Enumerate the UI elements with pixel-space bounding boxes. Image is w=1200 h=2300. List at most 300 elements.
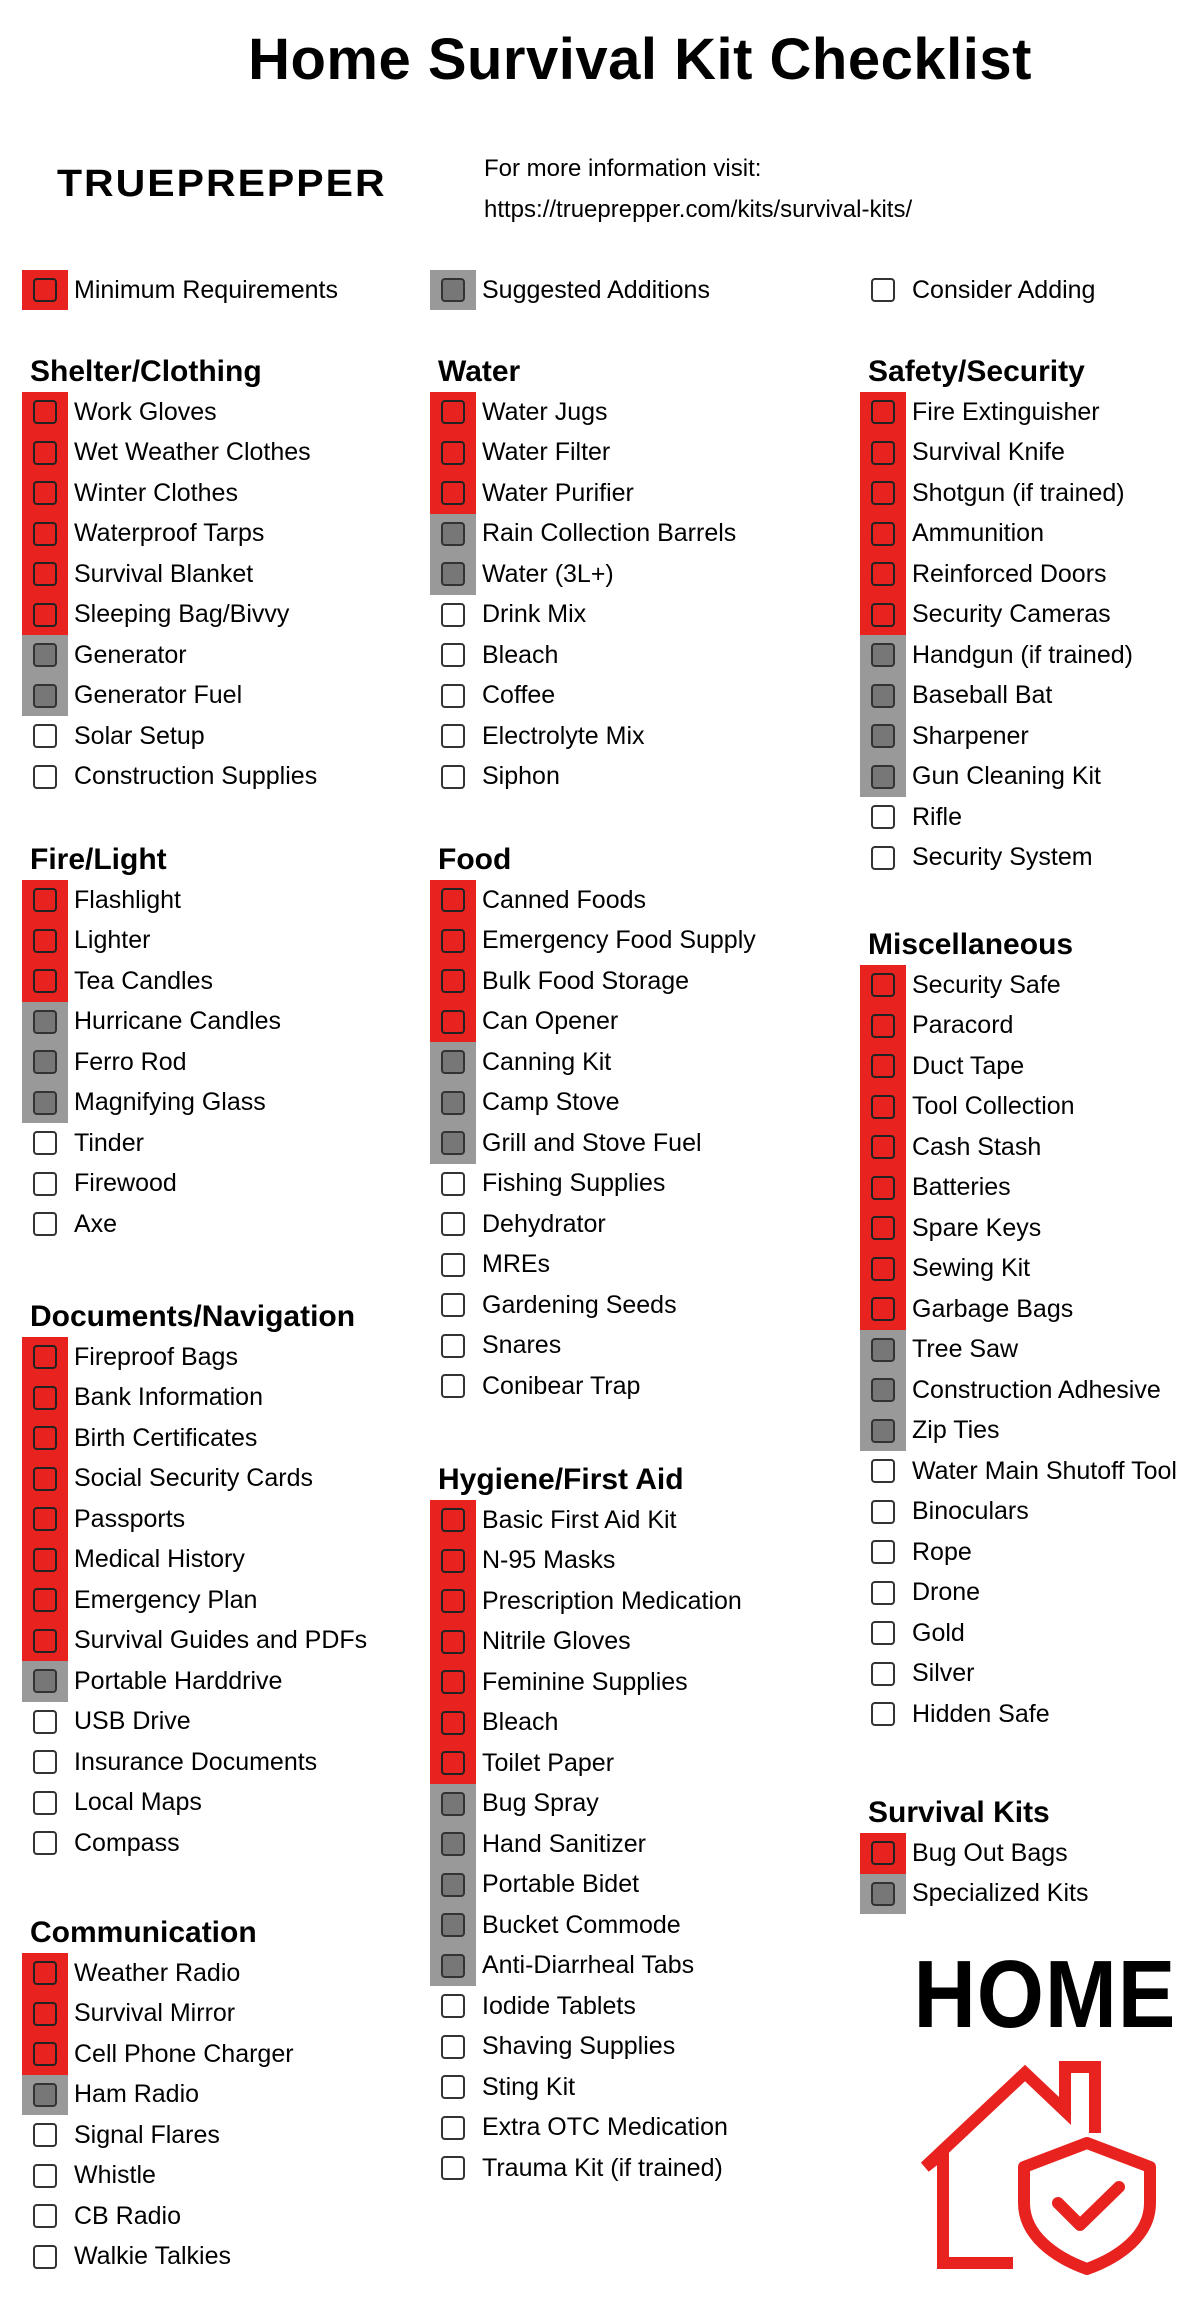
checkbox-icon[interactable] (22, 1621, 68, 1662)
checkbox-icon[interactable] (430, 1986, 476, 2027)
item-label: Sharpener (912, 721, 1029, 750)
checkbox-icon[interactable] (22, 1994, 68, 2035)
item-label: Water Main Shutoff Tool (912, 1456, 1177, 1485)
checklist-item[interactable] (860, 1833, 1088, 1874)
item-label: Work Gloves (74, 397, 217, 426)
checklist-item[interactable] (430, 1083, 756, 1124)
checkbox-icon[interactable] (430, 433, 476, 474)
item-label: Local Maps (74, 1788, 202, 1817)
item-label: Tree Saw (912, 1335, 1019, 1364)
checkbox-icon[interactable] (860, 1330, 906, 1371)
item-label: Rope (912, 1537, 972, 1566)
checkbox-icon[interactable] (22, 1499, 68, 1540)
checkbox-icon[interactable] (430, 1042, 476, 1083)
checkbox-icon[interactable] (860, 433, 906, 474)
item-label: Water Jugs (482, 397, 608, 426)
checklist-item[interactable] (430, 1002, 756, 1043)
checklist-item[interactable] (860, 1208, 1177, 1249)
checklist-item[interactable] (860, 838, 1133, 879)
section-title: Hygiene/First Aid (438, 1463, 684, 1496)
checkbox-icon[interactable] (22, 1783, 68, 1824)
checkbox-icon[interactable] (22, 595, 68, 636)
checkbox-icon[interactable] (430, 635, 476, 676)
checklist-item[interactable] (430, 921, 756, 962)
checkbox-icon[interactable] (22, 1540, 68, 1581)
checklist-item[interactable] (22, 676, 317, 717)
checklist-item[interactable] (22, 1204, 281, 1245)
item-label: Ferro Rod (74, 1047, 187, 1076)
checklist-item[interactable] (22, 1994, 294, 2035)
checklist-item[interactable] (22, 2034, 294, 2075)
checkbox-icon[interactable] (860, 1613, 906, 1654)
checklist-item[interactable] (430, 2067, 742, 2108)
checkbox-icon[interactable] (22, 2156, 68, 2197)
checklist-item[interactable] (22, 1002, 281, 1043)
checkbox-icon[interactable] (22, 1042, 68, 1083)
checklist-item[interactable] (860, 433, 1133, 474)
checklist-item[interactable] (430, 1905, 742, 1946)
checklist-item[interactable] (22, 880, 281, 921)
item-label: Extra OTC Medication (482, 2113, 728, 2142)
checkbox-icon[interactable] (22, 635, 68, 676)
checklist-item[interactable] (860, 1046, 1177, 1087)
checkbox-icon[interactable] (22, 1204, 68, 1245)
item-label: Cell Phone Charger (74, 2039, 294, 2068)
item-label: Tinder (74, 1128, 144, 1157)
checkbox-icon[interactable] (22, 676, 68, 717)
checkbox-icon[interactable] (860, 1127, 906, 1168)
checkbox-icon[interactable] (22, 2196, 68, 2237)
checkbox-icon[interactable] (22, 1083, 68, 1124)
checklist-item[interactable] (22, 2115, 294, 2156)
checkbox-icon[interactable] (430, 880, 476, 921)
item-label: Walkie Talkies (74, 2242, 231, 2271)
section-fire-light (22, 840, 281, 1245)
info-link[interactable]: https://trueprepper.com/kits/survival-kits/ (484, 196, 913, 223)
checklist-item[interactable] (430, 473, 736, 514)
checklist-item[interactable] (430, 1326, 756, 1367)
checklist-item[interactable] (860, 1613, 1177, 1654)
checklist-item[interactable] (430, 1164, 756, 1205)
checklist-item[interactable] (22, 1783, 367, 1824)
item-label: Gold (912, 1618, 965, 1647)
checkbox-icon[interactable] (860, 1694, 906, 1735)
checkbox-icon[interactable] (22, 1580, 68, 1621)
checklist-item[interactable] (860, 1874, 1088, 1915)
checkbox-icon[interactable] (430, 1164, 476, 1205)
checklist-item[interactable] (860, 1451, 1177, 1492)
checklist-item[interactable] (430, 757, 736, 798)
checkbox-icon[interactable] (860, 965, 906, 1006)
item-label: Weather Radio (74, 1958, 241, 1987)
item-label: MREs (482, 1250, 551, 1279)
checkbox-icon[interactable] (430, 2027, 476, 2068)
item-label: Drone (912, 1578, 981, 1607)
checkbox-icon[interactable] (22, 1002, 68, 1043)
checkbox-icon[interactable] (860, 473, 906, 514)
checklist-item[interactable] (22, 1953, 294, 1994)
checklist-item[interactable] (22, 1459, 367, 1500)
checkbox-icon[interactable] (22, 1459, 68, 1500)
checkbox-icon[interactable] (430, 1366, 476, 1407)
checklist-item[interactable] (860, 1127, 1177, 1168)
checkbox-icon[interactable] (860, 595, 906, 636)
checklist-item[interactable] (860, 1289, 1177, 1330)
checklist-item[interactable] (860, 965, 1177, 1006)
checklist-item[interactable] (430, 2148, 742, 2189)
checklist-item[interactable] (22, 1499, 367, 1540)
checklist-item[interactable] (22, 1418, 367, 1459)
checkbox-icon[interactable] (22, 2075, 68, 2116)
item-label: Water Purifier (482, 478, 634, 507)
checkbox-icon[interactable] (860, 1654, 906, 1695)
checkbox-icon[interactable] (430, 1500, 476, 1541)
checkbox-icon[interactable] (22, 1164, 68, 1205)
checklist-item[interactable] (860, 1249, 1177, 1290)
checkbox-icon[interactable] (22, 1378, 68, 1419)
checkbox-icon[interactable] (22, 921, 68, 962)
item-label: Rain Collection Barrels (482, 519, 737, 548)
checkbox-icon[interactable] (860, 1833, 906, 1874)
checklist-item[interactable] (430, 676, 736, 717)
checkbox-icon[interactable] (860, 838, 906, 879)
checklist-item[interactable] (430, 1743, 742, 1784)
checklist-item[interactable] (860, 1694, 1177, 1735)
checkbox-icon[interactable] (430, 1083, 476, 1124)
section-title: Fire/Light (30, 843, 167, 876)
checklist-item[interactable] (430, 392, 736, 433)
checklist-item[interactable] (22, 1702, 367, 1743)
checkbox-icon[interactable] (860, 1492, 906, 1533)
checklist-item[interactable] (860, 635, 1133, 676)
checklist-item[interactable] (430, 1662, 742, 1703)
checklist-item[interactable] (22, 1083, 281, 1124)
checkbox-icon[interactable] (430, 1784, 476, 1825)
checkbox-icon[interactable] (430, 1622, 476, 1663)
item-label: Can Opener (482, 1007, 619, 1036)
checklist-item[interactable] (860, 1654, 1177, 1695)
item-label: Bulk Food Storage (482, 966, 690, 995)
checkbox-icon[interactable] (430, 1285, 476, 1326)
checkbox-icon[interactable] (22, 1123, 68, 1164)
checkbox-icon[interactable] (430, 676, 476, 717)
checklist-item[interactable] (430, 1986, 742, 2027)
item-label: Construction Supplies (74, 762, 318, 791)
checkbox-icon[interactable] (22, 961, 68, 1002)
item-label: Prescription Medication (482, 1586, 742, 1615)
checklist-item[interactable] (430, 1123, 756, 1164)
checkbox-icon[interactable] (860, 1006, 906, 1047)
item-label: Paracord (912, 1011, 1014, 1040)
checklist-item[interactable] (430, 1784, 742, 1825)
checkbox-icon[interactable] (22, 473, 68, 514)
item-label: Signal Flares (74, 2120, 220, 2149)
checklist-item[interactable] (22, 921, 281, 962)
checklist-item[interactable] (430, 514, 736, 555)
checkbox-icon[interactable] (860, 1249, 906, 1290)
checkbox-icon[interactable] (430, 1204, 476, 1245)
checkbox-icon[interactable] (860, 554, 906, 595)
checkbox-icon[interactable] (22, 2237, 68, 2278)
checkbox-icon[interactable] (22, 1418, 68, 1459)
item-label: Silver (912, 1659, 975, 1688)
checklist-item[interactable] (430, 1204, 756, 1245)
checklist-item[interactable] (22, 473, 317, 514)
item-label: Fishing Supplies (482, 1169, 666, 1198)
checklist-item[interactable] (22, 392, 317, 433)
checklist-item[interactable] (22, 595, 317, 636)
checkbox-icon[interactable] (22, 433, 68, 474)
checklist-item[interactable] (860, 473, 1133, 514)
checklist-item[interactable] (860, 676, 1133, 717)
item-label: Insurance Documents (74, 1747, 318, 1776)
checkbox-icon[interactable] (22, 1702, 68, 1743)
item-label: Hidden Safe (912, 1699, 1050, 1728)
item-label: Grill and Stove Fuel (482, 1128, 702, 1157)
item-label: Security Safe (912, 970, 1061, 999)
checkbox-icon[interactable] (22, 880, 68, 921)
checkbox-icon[interactable] (860, 1208, 906, 1249)
checkbox-icon[interactable] (860, 1087, 906, 1128)
checklist-item[interactable] (430, 716, 736, 757)
checklist-item[interactable] (430, 2027, 742, 2068)
checkbox-icon[interactable] (860, 797, 906, 838)
item-label: Lighter (74, 926, 151, 955)
item-label: Wet Weather Clothes (74, 438, 311, 467)
checklist-item[interactable] (860, 757, 1133, 798)
suggested-checkbox-icon (430, 270, 476, 310)
checklist-item[interactable] (22, 716, 317, 757)
checkbox-icon[interactable] (430, 757, 476, 798)
checkbox-icon[interactable] (430, 1865, 476, 1906)
checkbox-icon[interactable] (430, 392, 476, 433)
checkbox-icon[interactable] (860, 514, 906, 555)
checklist-item[interactable] (430, 1541, 742, 1582)
checkbox-icon[interactable] (430, 1581, 476, 1622)
checklist-item[interactable] (430, 1824, 742, 1865)
item-label: Tool Collection (912, 1092, 1075, 1121)
checkbox-icon[interactable] (430, 1002, 476, 1043)
checklist-item[interactable] (430, 880, 756, 921)
checkbox-icon[interactable] (430, 1703, 476, 1744)
item-label: Generator (74, 640, 187, 669)
checkbox-icon[interactable] (430, 473, 476, 514)
checkbox-icon[interactable] (430, 961, 476, 1002)
checkbox-icon[interactable] (430, 1946, 476, 1987)
item-label: Toilet Paper (482, 1748, 615, 1777)
checkbox-icon[interactable] (22, 1742, 68, 1783)
checkbox-icon[interactable] (430, 1824, 476, 1865)
checkbox-icon[interactable] (860, 1451, 906, 1492)
checkbox-icon[interactable] (22, 1953, 68, 1994)
checkbox-icon[interactable] (860, 1573, 906, 1614)
checklist-item[interactable] (22, 635, 317, 676)
checklist-item[interactable] (860, 514, 1133, 555)
item-label: Tea Candles (74, 966, 213, 995)
item-label: Electrolyte Mix (482, 721, 645, 750)
item-label: Ammunition (912, 519, 1044, 548)
item-label: Construction Adhesive (912, 1375, 1161, 1404)
checkbox-icon[interactable] (860, 1289, 906, 1330)
checkbox-icon[interactable] (860, 757, 906, 798)
item-label: Basic First Aid Kit (482, 1505, 677, 1534)
checklist-item[interactable] (22, 1580, 367, 1621)
item-label: Axe (74, 1209, 118, 1238)
checkbox-icon[interactable] (22, 2034, 68, 2075)
checkbox-icon[interactable] (430, 1123, 476, 1164)
item-label: Hurricane Candles (74, 1007, 282, 1036)
checklist-item[interactable] (430, 1865, 742, 1906)
checklist-item[interactable] (22, 1164, 281, 1205)
checkbox-icon[interactable] (22, 514, 68, 555)
checklist-item[interactable] (22, 1540, 367, 1581)
checklist-item[interactable] (22, 2237, 294, 2278)
checklist-item[interactable] (22, 757, 317, 798)
checkbox-icon[interactable] (430, 1541, 476, 1582)
checkbox-icon[interactable] (22, 1661, 68, 1702)
item-label: Rifle (912, 802, 963, 831)
checkbox-icon[interactable] (860, 1370, 906, 1411)
info-text (484, 148, 912, 230)
item-label: Specialized Kits (912, 1879, 1089, 1908)
checklist-item[interactable] (430, 1285, 756, 1326)
item-label: Batteries (912, 1173, 1011, 1202)
checkbox-icon[interactable] (860, 635, 906, 676)
checkbox-icon[interactable] (430, 2108, 476, 2149)
checklist-item[interactable] (430, 1245, 756, 1286)
legend-suggested (430, 270, 710, 310)
checklist-item[interactable] (430, 1622, 742, 1663)
checklist-item[interactable] (860, 797, 1133, 838)
checklist-item[interactable] (860, 1411, 1177, 1452)
checkbox-icon[interactable] (22, 716, 68, 757)
checkbox-icon[interactable] (860, 1168, 906, 1209)
item-label: Bucket Commode (482, 1910, 681, 1939)
item-label: Magnifying Glass (74, 1088, 266, 1117)
checklist-item[interactable] (860, 595, 1133, 636)
checklist-item[interactable] (22, 1042, 281, 1083)
item-label: Survival Knife (912, 438, 1065, 467)
checkbox-icon[interactable] (430, 1326, 476, 1367)
checkbox-icon[interactable] (860, 392, 906, 433)
checklist-item[interactable] (22, 1742, 367, 1783)
checklist-item[interactable] (860, 1370, 1177, 1411)
section-title: Food (438, 843, 512, 876)
checklist-item[interactable] (430, 433, 736, 474)
checklist-item[interactable] (430, 1042, 756, 1083)
section-title: Documents/Navigation (30, 1300, 356, 1333)
checkbox-icon[interactable] (22, 1337, 68, 1378)
checklist-item[interactable] (22, 514, 317, 555)
checkbox-icon[interactable] (860, 1532, 906, 1573)
item-label: Social Security Cards (74, 1464, 313, 1493)
checklist-item[interactable] (22, 2196, 294, 2237)
checkbox-icon[interactable] (430, 2148, 476, 2189)
checklist-item[interactable] (860, 1330, 1177, 1371)
checkbox-icon[interactable] (860, 716, 906, 757)
checkbox-icon[interactable] (430, 1245, 476, 1286)
checklist-item[interactable] (430, 595, 736, 636)
checklist-item[interactable] (22, 1337, 367, 1378)
checkbox-icon[interactable] (430, 1743, 476, 1784)
checklist-item[interactable] (430, 1703, 742, 1744)
checkbox-icon[interactable] (430, 554, 476, 595)
checklist-item[interactable] (430, 961, 756, 1002)
checkbox-icon[interactable] (860, 676, 906, 717)
item-label: Gardening Seeds (482, 1290, 677, 1319)
checkbox-icon[interactable] (430, 716, 476, 757)
item-label: Canned Foods (482, 885, 647, 914)
item-label: N-95 Masks (482, 1546, 616, 1575)
checkbox-icon[interactable] (860, 1411, 906, 1452)
legend-consider (860, 270, 1095, 310)
checkbox-icon[interactable] (430, 1905, 476, 1946)
checklist-item[interactable] (22, 2156, 294, 2197)
checkbox-icon[interactable] (430, 1662, 476, 1703)
checklist-item[interactable] (22, 1621, 367, 1662)
checklist-item[interactable] (860, 1532, 1177, 1573)
checklist-item[interactable] (22, 433, 317, 474)
checklist-item[interactable] (860, 1492, 1177, 1533)
checklist-item[interactable] (430, 1581, 742, 1622)
item-label: Anti-Diarrheal Tabs (482, 1951, 695, 1980)
checklist-item[interactable] (860, 716, 1133, 757)
checklist-item[interactable] (22, 1661, 367, 1702)
item-label: Coffee (482, 681, 556, 710)
checklist-item[interactable] (22, 1378, 367, 1419)
checklist-item[interactable] (860, 1006, 1177, 1047)
item-label: Hand Sanitizer (482, 1829, 646, 1858)
checkbox-icon[interactable] (860, 1874, 906, 1915)
checklist-item[interactable] (22, 2075, 294, 2116)
checklist-item[interactable] (860, 392, 1133, 433)
checklist-item[interactable] (860, 554, 1133, 595)
checkbox-icon[interactable] (430, 2067, 476, 2108)
house-shield-check-icon (915, 2035, 1165, 2275)
checklist-item[interactable] (22, 961, 281, 1002)
checklist-item[interactable] (860, 1168, 1177, 1209)
item-label: Survival Guides and PDFs (74, 1626, 368, 1655)
checklist-item[interactable] (22, 554, 317, 595)
checklist-item[interactable] (430, 1500, 742, 1541)
checkbox-icon[interactable] (430, 921, 476, 962)
checklist-item[interactable] (430, 2108, 742, 2149)
checklist-item[interactable] (22, 1123, 281, 1164)
checklist-item[interactable] (430, 554, 736, 595)
checkbox-icon[interactable] (22, 554, 68, 595)
checkbox-icon[interactable] (860, 1046, 906, 1087)
item-label: Survival Blanket (74, 559, 254, 588)
item-label: Bug Out Bags (912, 1838, 1068, 1867)
checkbox-icon[interactable] (430, 595, 476, 636)
checkbox-icon[interactable] (22, 392, 68, 433)
checklist-item[interactable] (430, 1946, 742, 1987)
checkbox-icon[interactable] (22, 757, 68, 798)
item-label: Trauma Kit (if trained) (482, 2153, 723, 2182)
checkbox-icon[interactable] (430, 514, 476, 555)
checklist-item[interactable] (430, 1366, 756, 1407)
item-label: Flashlight (74, 885, 181, 914)
required-checkbox-icon (22, 270, 68, 310)
checklist-item[interactable] (22, 1823, 367, 1864)
checklist-item[interactable] (860, 1573, 1177, 1614)
checklist-item[interactable] (430, 635, 736, 676)
item-label: Camp Stove (482, 1088, 620, 1117)
section-title: Water (438, 355, 521, 388)
checklist-item[interactable] (860, 1087, 1177, 1128)
checkbox-icon[interactable] (22, 1823, 68, 1864)
checkbox-icon[interactable] (22, 2115, 68, 2156)
